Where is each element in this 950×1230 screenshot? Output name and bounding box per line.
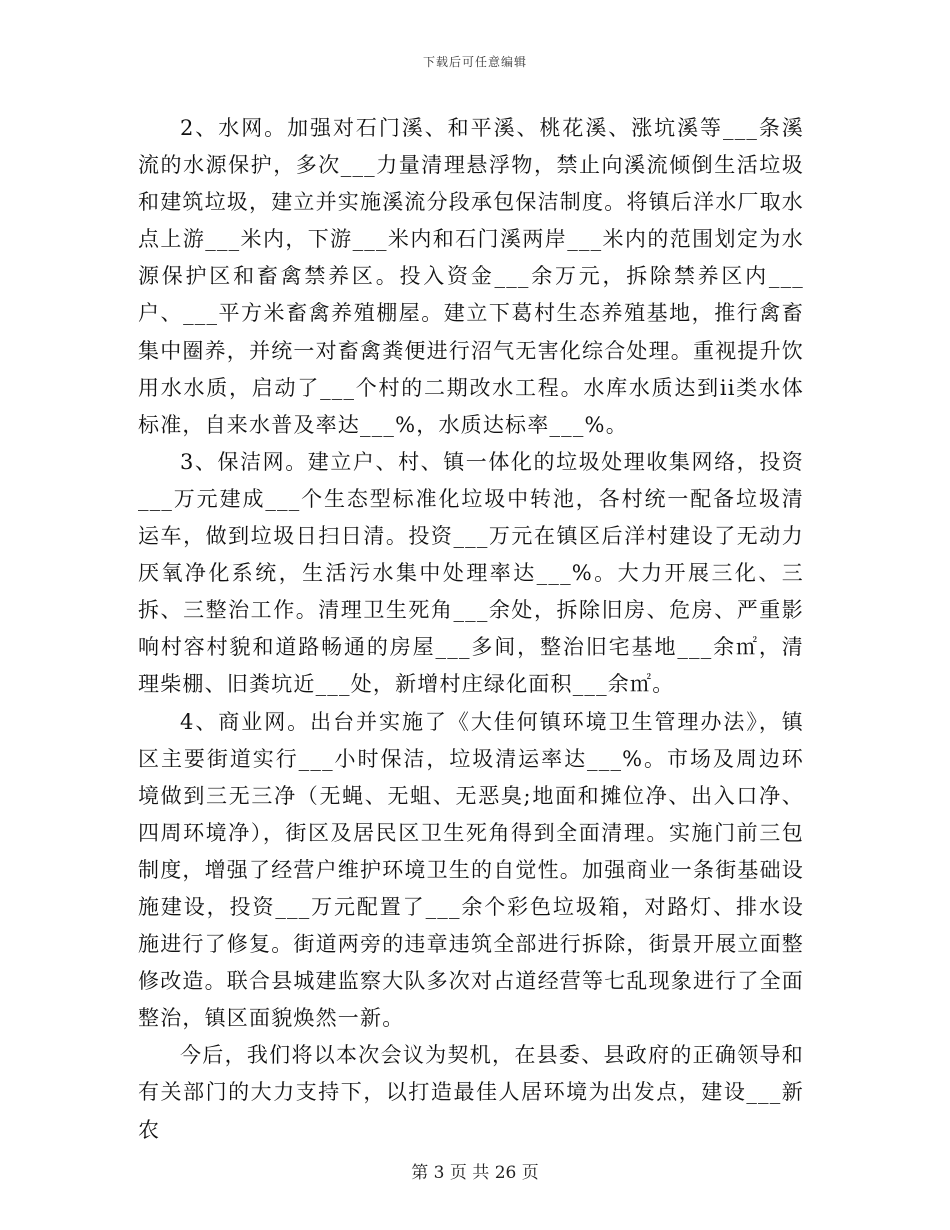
paragraph-water-network: 2、水网。加强对石门溪、和平溪、桃花溪、涨坑溪等___条溪流的水源保护，多次___力量清理悬浮物，禁止向溪流倾倒生活垃圾和建筑垃圾，建立并实施溪流分段承包保洁制度。将镇后洋水厂取水点上游___米内，下游___米内和石门溪两岸___米内的范围划定为水源保护区和畜禽禁养区。投入资金___余万元，拆除禁养区内___户、___平方米畜禽养殖棚屋。建立下葛村生态养殖基地，推行禽畜集中圈养，并统一对畜禽粪便进行沼气无害化综合处理。重视提升饮用水水质，启动了___个村的二期改水工程。水库水质达到ii类水体标准，自来水普及率达___%，水质达标率___%。 xyxy=(138,116,804,437)
paragraph-commercial-network: 4、商业网。出台并实施了《大佳何镇环境卫生管理办法》，镇区主要街道实行___小时保洁，垃圾清运率达___%。市场及周边环境做到三无三净（无蝇、无蛆、无恶臭;地面和摊位净、出入口净、四周环境净），街区及居民区卫生死角得到全面清理。实施门前三包制度，增强了经营户维护环境卫生的自觉性。加强商业一条街基础设施建设，投资___万元配置了___余个彩色垃圾箱，对路灯、排水设施进行了修复。街道两旁的违章违筑全部进行拆除，街景开展立面整修改造。联合县城建监察大队多次对占道经营等七乱现象进行了全面整治，镇区面貌焕然一新。 xyxy=(138,709,804,1031)
header-note: 下载后可任意编辑 xyxy=(422,55,527,69)
paragraph-outlook: 今后，我们将以本次会议为契机，在县委、县政府的正确领导和有关部门的大力支持下，以打造最佳人居环境为出发点，建设___新农 xyxy=(138,1043,804,1142)
paragraph-cleaning-network: 3、保洁网。建立户、村、镇一体化的垃圾处理收集网络，投资___万元建成___个生态型标准化垃圾中转池，各村统一配备垃圾清运车，做到垃圾日扫日清。投资___万元在镇区后洋村建设了无动力厌氧净化系统，生活污水集中处理率达___%。大力开展三化、三拆、三整治工作。清理卫生死角___余处，拆除旧房、危房、严重影响村容村貌和道路畅通的房屋___多间，整治旧宅基地___余㎡，清理柴棚、旧粪坑近___处，新增村庄绿化面积___余㎡。 xyxy=(138,449,804,697)
page-number-footer: 第 3 页 共 26 页 xyxy=(411,1163,539,1183)
document-body xyxy=(138,110,804,1149)
